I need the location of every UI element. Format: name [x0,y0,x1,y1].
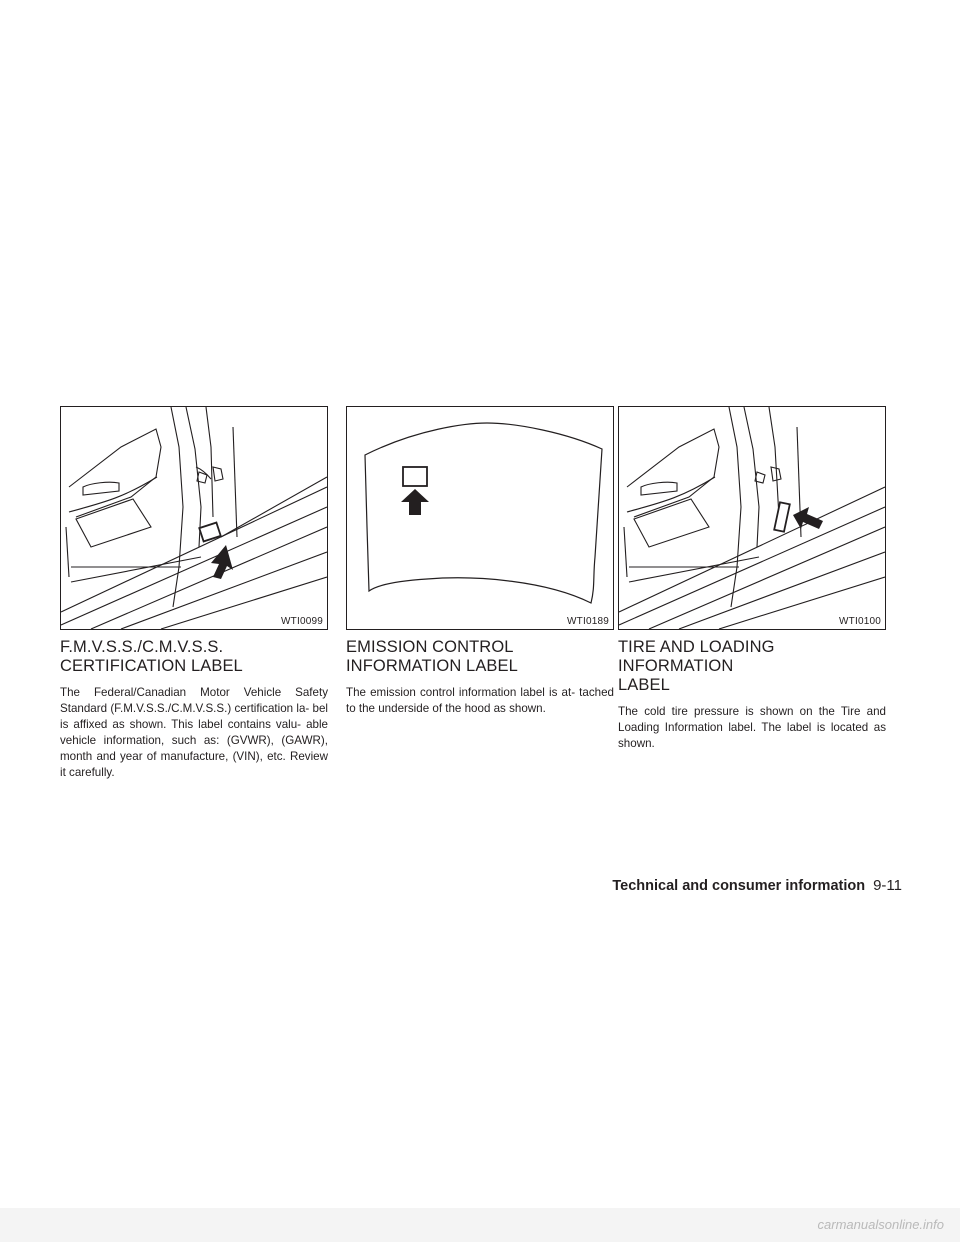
section-body: The Federal/Canadian Motor Vehicle Safety Standard (F.M.V.S.S./C.M.V.S.S.) certification la- bel is affixed as shown. This label contains valu- able vehicle information, such as: (GVWR), (GAWR), month and year of manufacture, (VIN), etc. Review it carefully. [60,686,328,779]
section-title-line1: EMISSION CONTROL [346,638,514,656]
section-title [60,638,328,676]
section-fmvss-label [60,406,328,781]
figure-door-pillar-tire [618,406,886,630]
figure-id: WTI0189 [567,616,609,627]
hood-illustration [347,407,613,629]
page-footer [612,877,902,894]
section-title-line1: TIRE AND LOADING INFORMATION [618,638,775,675]
page-number: 9-11 [873,877,902,894]
figure-hood-underside [346,406,614,630]
section-title [346,638,614,676]
section-emission-label [346,406,614,717]
section-tire-loading-label [618,406,886,752]
section-title-line2: CERTIFICATION LABEL [60,657,243,675]
door-pillar-tire-illustration [619,407,885,629]
label-box [403,467,427,486]
arrow-up-icon [401,489,429,515]
section-title-line1: F.M.V.S.S./C.M.V.S.S. [60,638,224,656]
footer-section-name: Technical and consumer information [612,878,866,894]
watermark: carmanualsonline.info [0,1208,960,1242]
figure-id: WTI0100 [839,616,881,627]
door-pillar-illustration [61,407,327,629]
section-body: The cold tire pressure is shown on the Tire and Loading Information label. The label is located as shown. [618,705,886,750]
figure-id: WTI0099 [281,616,323,627]
section-title [618,638,886,695]
section-title-line2: LABEL [618,676,670,694]
section-body: The emission control information label is at- tached to the underside of the hood as shown. [346,686,614,715]
figure-door-pillar [60,406,328,630]
section-title-line2: INFORMATION LABEL [346,657,518,675]
